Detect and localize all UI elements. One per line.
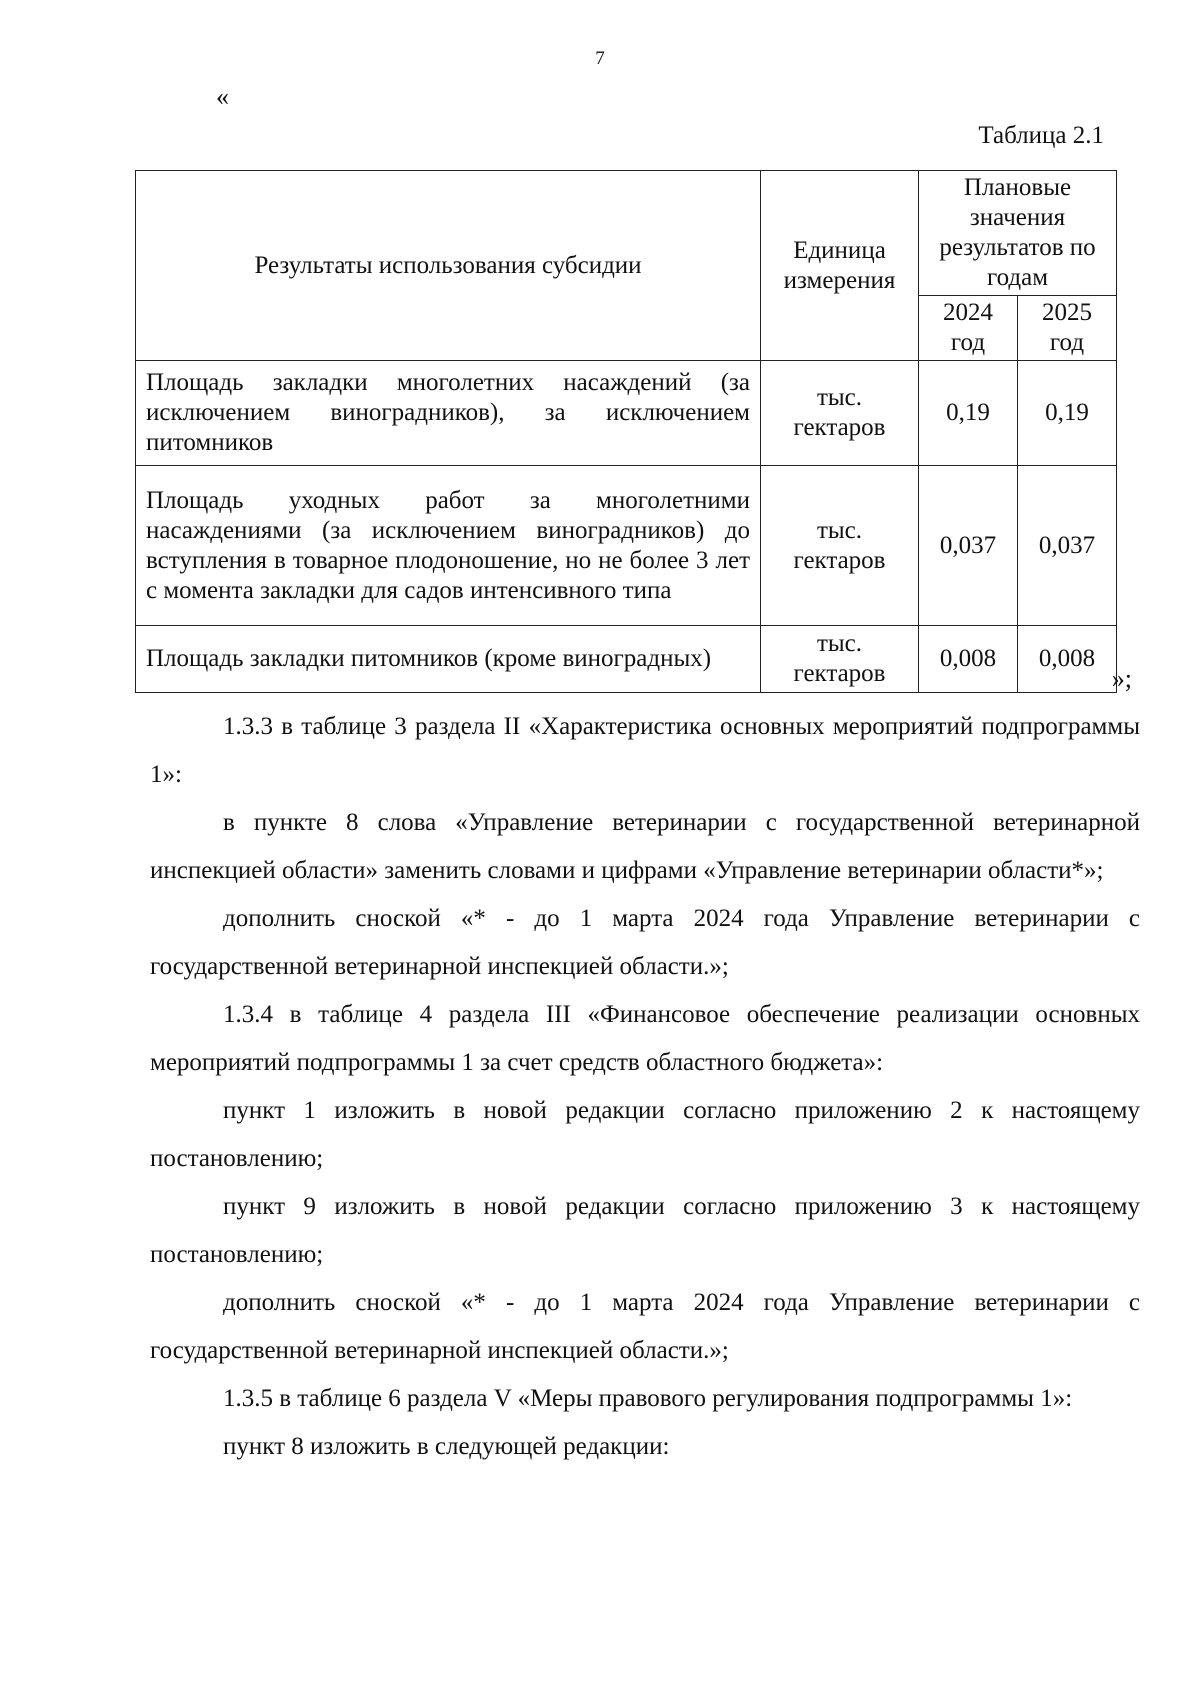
paragraph: дополнить сноской «* - до 1 марта 2024 года Управление ветеринарии с государственной ветеринарной инспекцией области.»; — [150, 1289, 1140, 1364]
row-value-2024: 0,19 — [919, 361, 1018, 466]
header-year-2024: 2024 год — [919, 296, 1018, 361]
table-row — [136, 466, 1117, 626]
paragraph: 1.3.4 в таблице 4 раздела III «Финансовое обеспечение реализации основных мероприятий подпрограммы 1 за счет средств областного бюджета»: — [150, 1001, 1140, 1076]
opening-quote-mark: « — [216, 82, 229, 111]
table-caption: Таблица 2.1 — [978, 122, 1104, 149]
row-value-2025: 0,19 — [1018, 361, 1117, 466]
paragraph: пункт 8 изложить в следующей редакции: — [223, 1433, 670, 1460]
row-value-2025: 0,037 — [1018, 466, 1117, 626]
table-header-row — [136, 171, 1117, 296]
amendment-text — [150, 703, 1140, 1471]
header-year-2025: 2025 год — [1018, 296, 1117, 361]
row-result-name: Площадь уходных работ за многолетними насаждениями (за исключением виноградников) до вступления в товарное плодоношение, но не более 3 лет с момента закладки для садов интенсивного типа — [136, 466, 761, 626]
row-value-2024: 0,008 — [919, 626, 1018, 693]
paragraph: 1.3.3 в таблице 3 раздела II «Характеристика основных мероприятий подпрограммы 1»: — [150, 713, 1140, 788]
row-unit: тыс. гектаров — [761, 626, 919, 693]
closing-quote-mark: »; — [1111, 664, 1132, 693]
subsidy-results-table — [135, 170, 1117, 693]
paragraph: в пункте 8 слова «Управление ветеринарии с государственной ветеринарной инспекцией области» заменить словами и цифрами «Управление ветеринарии области*»; — [150, 809, 1140, 884]
table-row — [136, 361, 1117, 466]
row-value-2025: 0,008 — [1018, 626, 1117, 693]
paragraph: дополнить сноской «* - до 1 марта 2024 года Управление ветеринарии с государственной ветеринарной инспекцией области.»; — [150, 905, 1140, 980]
row-value-2024: 0,037 — [919, 466, 1018, 626]
row-unit: тыс. гектаров — [761, 361, 919, 466]
header-unit: Единица измерения — [761, 171, 919, 361]
page-number: 7 — [595, 48, 605, 69]
paragraph: пункт 1 изложить в новой редакции согласно приложению 2 к настоящему постановлению; — [150, 1097, 1140, 1172]
paragraph: 1.3.5 в таблице 6 раздела V «Меры правового регулирования подпрограммы 1»: — [223, 1385, 1073, 1412]
row-result-name: Площадь закладки многолетних насаждений (за исключением виноградников), за исключением питомников — [136, 361, 761, 466]
row-unit: тыс. гектаров — [761, 466, 919, 626]
header-results: Результаты использования субсидии — [136, 171, 761, 361]
row-result-name: Площадь закладки питомников (кроме виноградных) — [136, 626, 761, 693]
paragraph: пункт 9 изложить в новой редакции согласно приложению 3 к настоящему постановлению; — [150, 1193, 1140, 1268]
table-row — [136, 626, 1117, 693]
header-planned-values: Плановые значения результатов по годам — [919, 171, 1117, 296]
